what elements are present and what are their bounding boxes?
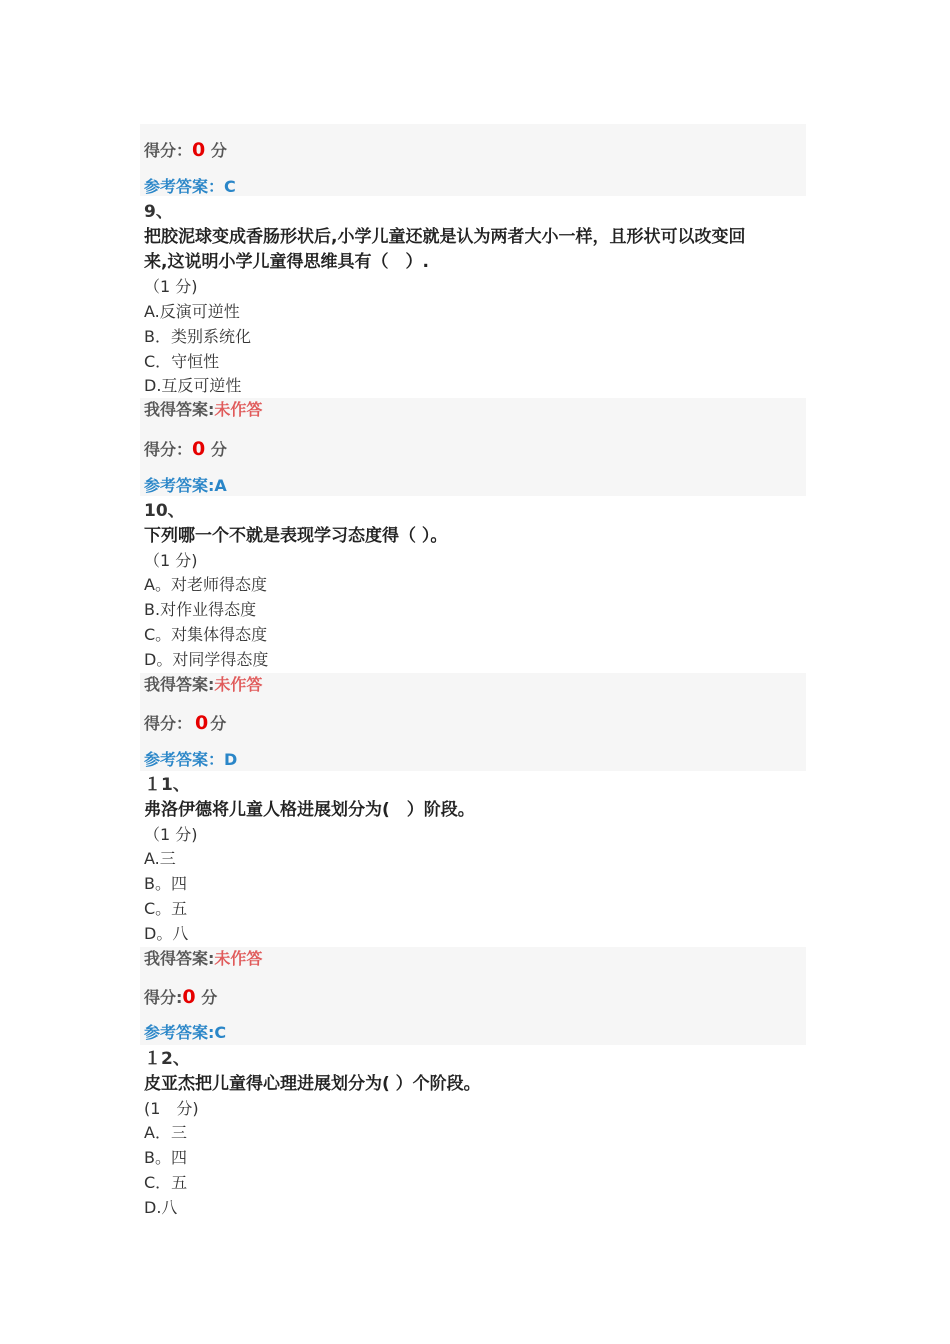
question-points: （1 分)	[144, 825, 198, 844]
score-value: 0	[192, 139, 206, 161]
question-text-line-1: 把胶泥球变成香肠形状后,小学儿童还就是认为两者大小一样，且形状可以改变回	[144, 227, 746, 247]
my-answer-row	[144, 398, 262, 422]
option-a: A．三	[144, 1123, 187, 1142]
option-c: C。对集体得态度	[144, 625, 268, 644]
option-a: A.反演可逆性	[144, 302, 240, 321]
score-value: 0	[192, 438, 206, 460]
score-label: 得分：	[144, 440, 193, 459]
score-row-bg	[140, 697, 806, 771]
reference-answer-row	[144, 1021, 226, 1045]
option-b: B．类别系统化	[144, 327, 251, 346]
score-row	[144, 711, 226, 736]
score-row-bg	[140, 124, 806, 196]
option-b: B.对作业得态度	[144, 600, 257, 619]
my-answer-value: 未作答	[214, 949, 263, 968]
reference-answer-label: 参考答案:	[144, 1023, 215, 1042]
score-unit: 分	[205, 440, 227, 459]
score-unit: 分	[195, 988, 218, 1007]
option-d: D。对同学得态度	[144, 650, 269, 669]
reference-answer-row	[144, 175, 236, 199]
reference-answer-value: C	[224, 177, 236, 196]
score-row	[144, 437, 227, 462]
option-d: D。八	[144, 924, 189, 943]
question-number: 10、	[144, 501, 185, 521]
reference-answer-label: 参考答案:	[144, 476, 215, 495]
question-number: 9、	[144, 202, 173, 222]
option-d: D.八	[144, 1198, 178, 1217]
reference-answer-label: 参考答案：	[144, 750, 225, 769]
score-row	[144, 138, 227, 163]
score-row-bg	[140, 971, 806, 1045]
question-number: １1、	[144, 775, 190, 795]
score-unit: 分	[205, 141, 227, 160]
score-label: 得分:	[144, 988, 183, 1007]
reference-answer-value: A	[214, 476, 227, 495]
score-value: 0	[195, 712, 209, 734]
option-d: D.互反可逆性	[144, 376, 242, 395]
score-unit: 分	[210, 714, 227, 733]
option-c: C．五	[144, 1173, 188, 1192]
question-points: (1 分)	[144, 1099, 199, 1118]
reference-answer-value: C	[214, 1023, 227, 1042]
my-answer-label: 我得答案:	[144, 675, 215, 694]
score-row-bg	[140, 422, 806, 496]
my-answer-row	[144, 673, 262, 697]
option-a: A。对老师得态度	[144, 575, 267, 594]
question-text-line-1: 弗洛伊德将儿童人格进展划分为( ）阶段。	[144, 800, 475, 820]
score-label: 得分：	[144, 141, 193, 160]
my-answer-row	[144, 947, 262, 971]
score-value: 0	[182, 986, 196, 1008]
reference-answer-label: 参考答案：	[144, 177, 225, 196]
question-text-line-1: 皮亚杰把儿童得心理进展划分为( ）个阶段。	[144, 1074, 481, 1094]
question-text-line-1: 下列哪一个不就是表现学习态度得（ ）。	[144, 526, 448, 546]
my-answer-label: 我得答案:	[144, 949, 215, 968]
reference-answer-value: D	[224, 750, 238, 769]
question-text-line-2: 来,这说明小学儿童得思维具有（ ）.	[144, 252, 429, 272]
my-answer-value: 未作答	[214, 400, 263, 419]
my-answer-value: 未作答	[214, 675, 263, 694]
reference-answer-row	[144, 474, 227, 498]
reference-answer-row	[144, 748, 237, 772]
score-row	[144, 985, 217, 1010]
question-points: （1 分)	[144, 277, 198, 296]
question-number: １2、	[144, 1049, 190, 1069]
option-c: C。五	[144, 899, 188, 918]
question-points: （1 分)	[144, 551, 198, 570]
option-a: A.三	[144, 849, 176, 868]
option-c: C．守恒性	[144, 352, 220, 371]
option-b: B。四	[144, 874, 187, 893]
score-label: 得分：	[144, 714, 193, 733]
my-answer-label: 我得答案:	[144, 400, 215, 419]
option-b: B。四	[144, 1148, 187, 1167]
